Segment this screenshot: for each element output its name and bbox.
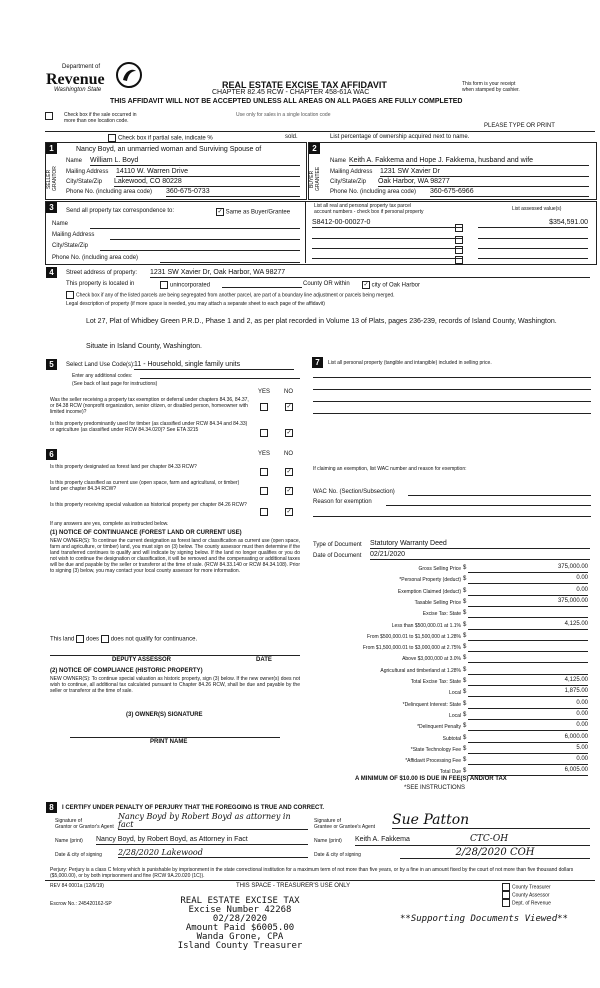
tax-row [313, 575, 593, 586]
tax-row-dollar: $ [463, 598, 467, 605]
stamp-line-6: Island County Treasurer [177, 941, 303, 951]
section-1-badge: 1 [46, 143, 57, 154]
see-back-note: (See back of last page for instructions) [72, 381, 158, 387]
tax-row-value[interactable] [468, 609, 588, 618]
s6-q1-yes[interactable] [260, 463, 270, 481]
does-checkbox[interactable] [76, 635, 84, 643]
tax-row-label: Taxable Selling Price [414, 599, 461, 606]
assessed-value[interactable]: $354,591.00 [478, 219, 588, 228]
grantee-sig-label-2: Grantee or Grantee's Agent [314, 824, 375, 830]
seller-mailing-label: Mailing Address [66, 169, 109, 175]
section-6-badge: 6 [46, 449, 57, 460]
certify-statement: I CERTIFY UNDER PENALTY OF PERJURY THAT THE FOREGOING IS TRUE AND CORRECT. [62, 805, 325, 811]
if-yes-note: If any answers are yes, complete as instructed below. [50, 521, 169, 527]
ownership-pct-note: List percentage of ownership acquired next to name. [330, 134, 470, 140]
corr-phone-label: Phone No. (including area code) [52, 255, 139, 261]
tax-row-label: Exemption Claimed (deduct) [397, 588, 461, 595]
stamp-line-1: REAL ESTATE EXCISE TAX [180, 896, 300, 906]
dept-line: Department of [62, 64, 101, 70]
s6-q2-no[interactable]: ✓ [286, 487, 292, 494]
tax-row-label: From $500,000.01 to $1,500,000 at 1.28% [367, 633, 461, 640]
tax-row-value[interactable]: 0.00 [468, 575, 588, 584]
form-chapter: CHAPTER 82.45 RCW - CHAPTER 458-61A WAC [212, 89, 370, 96]
corr-mailing-label: Mailing Address [52, 232, 95, 238]
tax-row [313, 621, 593, 632]
tax-row-label: Less than $500,000.01 at 1.1% [391, 622, 461, 629]
stamp-line-5: Wanda Grone, CPA [196, 932, 284, 942]
tax-row-dollar: $ [463, 757, 467, 764]
copy-dept-revenue: Dept. of Revenue [502, 899, 551, 907]
notice-1-body: NEW OWNER(S): To continue the current designation as forest land or classification as current use (open space, farm and agriculture, or timber) land, you must sign on (3) below. The county assessor must then determine if the land transferred continues to qualify and will indicate by signing below. If the land no longer qualifies or you do not wish to continue the designation or classification, it will be removed and the compensating or additional taxes will be due and payable by the seller or transferor at the time of sale. (RCW 84.33.140 or RCW 84.34.108). Prior to signing (3) below, you may contact your local county assessor for more information. [50, 538, 300, 574]
section-4-badge: 4 [46, 267, 57, 278]
tax-row-value[interactable] [468, 643, 588, 652]
escrow-number: Escrow No.: 245420162-SP [50, 901, 112, 907]
grantee-date-city[interactable]: 2/28/2020 COH [400, 847, 590, 859]
wac-label: WAC No. (Section/Subsection) [313, 489, 395, 495]
street-address[interactable]: 1231 SW Xavier Dr, Oak Harbor, WA 98277 [150, 269, 590, 278]
please-type: PLEASE TYPE OR PRINT [484, 123, 555, 129]
copy-county-assessor: County Assessor [502, 891, 550, 899]
tax-row-dollar: $ [463, 632, 467, 639]
s5-question-2: Is this property predominantly used for timber (as classified under RCW 84.34 and 84.33) or agriculture (as classified under RCW 84.34.020)? See ETA 3215 [50, 421, 248, 433]
tax-row-dollar: $ [463, 689, 467, 696]
does-not-label: does not qualify for continuance. [110, 636, 198, 643]
treasurer-only: THIS SPACE - TREASURER'S USE ONLY [236, 883, 351, 889]
tax-row-dollar: $ [463, 610, 467, 617]
buyer-phone[interactable]: 360-675-6966 [430, 188, 589, 197]
send-correspondence-label: Send all property tax correspondence to: [66, 208, 175, 214]
grantee-name-print-hand: CTC-OH [470, 834, 509, 844]
grantor-date-label: Date & city of signing [55, 852, 102, 858]
does-not-checkbox[interactable] [101, 635, 109, 643]
dor-logo [46, 62, 146, 92]
tax-row-value[interactable]: 6,000.00 [468, 734, 588, 743]
tax-row-dollar: $ [463, 655, 467, 662]
tax-row-dollar: $ [463, 723, 467, 730]
grantee-date-label: Date & city of signing [314, 852, 361, 858]
s6-no-header: NO [284, 451, 293, 457]
tax-row-dollar: $ [463, 734, 467, 741]
tax-row-value[interactable]: 0.00 [468, 700, 588, 709]
tax-row-label: *Personal Property (deduct) [399, 577, 461, 584]
tax-row-dollar: $ [463, 621, 467, 628]
situate-text: Situate in Island County, Washington. [86, 343, 202, 350]
one-location-label-1: Check box if the sale occurred in [64, 112, 137, 118]
tax-row-label: *Delinquent Penalty [417, 724, 461, 731]
dept-state: Washington State [54, 87, 102, 93]
seller-phone-label: Phone No. (including area code) [66, 189, 153, 195]
seller-city-label: City/State/Zip [66, 179, 103, 185]
tax-row [313, 745, 593, 756]
print-name-label: PRINT NAME [150, 739, 188, 745]
tax-row-label: Total Excise Tax: State [410, 679, 461, 685]
stamp-line-2: Excise Number 42268 [188, 905, 292, 915]
tax-row-label: Gross Selling Price [418, 566, 461, 572]
tax-row-label: *Delinquent Interest: State [402, 701, 461, 708]
tax-row-value[interactable] [468, 666, 588, 675]
city-of-checkbox[interactable]: ✓ city of Oak Harbor [363, 282, 421, 289]
s6-question-3: Is this property receiving special valuation as historical property per chapter 84.26 RCW? [50, 502, 247, 508]
buyer-name[interactable]: Keith A. Fakkema and Hope J. Fakkema, husband and wife [349, 157, 589, 166]
tax-row-value[interactable]: 0.00 [468, 756, 588, 765]
land-use-label: Select Land Use Code(s): [66, 362, 135, 368]
section-8-badge: 8 [46, 802, 57, 813]
same-as-buyer-label: Same as Buyer/Grantee [225, 209, 291, 216]
grantor-signature[interactable]: Nancy Boyd by Robert Boyd as attorney in fact [118, 813, 308, 830]
tax-row [313, 711, 593, 722]
seller-name[interactable]: William L. Boyd [90, 157, 300, 166]
tax-row-dollar: $ [463, 745, 467, 752]
tax-row-label: Local [449, 690, 461, 697]
perjury-notice: Perjury: Perjury is a class C felony which is punishable by imprisonment in the state correctional institution for a maximum term of not more than five years, or by a fine in an amount fixed by the court of not more than five thousand dollars ($5,000.00), or by both imprisonment and fine (RCW 9A.20.020 (1C)). [50, 867, 574, 879]
doc-date[interactable]: 02/21/2020 [370, 551, 590, 560]
tax-row-value[interactable]: 375,000.00 [468, 598, 588, 607]
buyer-mailing[interactable]: 1231 SW Xavier Dr [380, 168, 589, 177]
land-does-label: This land [50, 636, 75, 643]
grantee-sig-label-1: Signature of [314, 818, 341, 824]
tax-row [313, 564, 593, 575]
doc-type[interactable]: Statutory Warranty Deed [370, 540, 590, 549]
s5-question-1: Was the seller receiving a property tax exemption or deferral under chapters 84.36, 84.37, or 84.38 RCW (nonprofit organization, senior citizen, or disabled person, homeowner with limited income)? [50, 397, 249, 415]
section-3-badge: 3 [46, 202, 57, 213]
tax-row [313, 587, 593, 598]
buyer-side-label: BUYER GRANTEE [309, 166, 321, 192]
corr-name-label: Name [52, 221, 69, 227]
single-unit-note: Use only for sales in a single location code [236, 112, 331, 118]
seller-city[interactable]: Lakewood, CO 80228 [114, 178, 300, 187]
notice-1-heading: (1) NOTICE OF CONTINUANCE (FOREST LAND OR CURRENT USE) [50, 530, 242, 536]
section-2-badge: 2 [309, 143, 320, 154]
deputy-date-label: DATE [256, 657, 272, 663]
receipt-note-1: This form is your receipt [462, 81, 516, 87]
legal-desc-label: Legal description of property (if more space is needed, you may attach a separate sheet to each page of the affidavit) [66, 301, 325, 307]
buyer-phone-label: Phone No. (including area code) [330, 189, 417, 195]
located-in-label: This property is located in [66, 281, 135, 287]
one-location-label-2: more than one location code. [64, 118, 129, 124]
s5-yes-header: YES [258, 389, 271, 395]
tax-row-value[interactable]: 0.00 [468, 722, 588, 731]
seller-mailing[interactable]: 14110 W. Warren Drive [116, 168, 300, 177]
tax-row-value[interactable]: 5.00 [468, 745, 588, 754]
tax-row [313, 666, 593, 677]
grantor-sig-label-1: Signature of [55, 818, 82, 824]
section-5-badge: 5 [46, 359, 57, 370]
segregated-checkbox[interactable] [66, 291, 586, 299]
land-qualify-text [50, 635, 197, 644]
tax-row [313, 734, 593, 745]
additional-codes-label: Enter any additional codes: [72, 373, 133, 379]
parcel-head-1: List all real and personal property tax parcel [314, 203, 411, 209]
personal-prop-label: List all personal property (tangible and intangible) included in selling price. [328, 360, 492, 366]
stamp-line-3: 02/28/2020 [212, 914, 268, 924]
tax-row-label: Subtotal [442, 735, 461, 742]
owner-signature-label: (3) OWNER(S) SIGNATURE [126, 712, 203, 718]
grantor-name-print[interactable]: Nancy Boyd, by Robert Boyd, as Attorney in Fact [96, 836, 308, 845]
dept-name: Revenue [46, 71, 105, 88]
rev-number: REV 84 0001a (12/6/19) [50, 883, 104, 889]
wa-logo-icon [116, 62, 142, 88]
tax-row-value[interactable] [468, 632, 588, 641]
same-as-buyer-checkbox[interactable]: ✓ Same as Buyer/Grantee [217, 209, 291, 216]
grantor-name-print-label: Name (print) [55, 838, 83, 844]
does-label: does [86, 636, 100, 643]
seller-name-line1: Nancy Boyd, an unmarried woman and Surviving Spouse of [76, 146, 262, 153]
tax-row [313, 756, 593, 767]
street-label: Street address of property: [66, 270, 138, 276]
tax-row [313, 722, 593, 733]
grantee-signature[interactable]: Sue Patton [392, 812, 590, 829]
tax-row-value[interactable]: 0.00 [468, 711, 588, 720]
personal-prop-checkbox-4[interactable] [455, 251, 465, 269]
tax-row-dollar: $ [463, 644, 467, 651]
tax-row-value[interactable]: 0.00 [468, 587, 588, 596]
partial-sale-label: Check box if partial sale, indicate % [118, 135, 213, 142]
parcel-head-2: account numbers - check box if personal property [314, 209, 424, 215]
buyer-mailing-label: Mailing Address [330, 169, 373, 175]
warning-banner: THIS AFFIDAVIT WILL NOT BE ACCEPTED UNLESS ALL AREAS ON ALL PAGES ARE FULLY COMPLETED [110, 98, 463, 105]
corr-city-label: City/State/Zip [52, 243, 89, 249]
s5-q2-no[interactable]: ✓ [286, 429, 292, 436]
county-or-label: County OR within [303, 281, 350, 287]
tax-row-value[interactable]: 1,875.00 [468, 688, 588, 697]
s6-q3-yes[interactable] [260, 503, 270, 521]
tax-row [313, 688, 593, 699]
s6-question-2: Is this property classified as current use (open space, farm and agricultural, or timber) land per chapter 84.34 RCW? [50, 480, 240, 492]
tax-row-value[interactable]: 375,000.00 [468, 564, 588, 573]
s6-q1-no[interactable]: ✓ [286, 468, 292, 475]
unincorporated-checkbox[interactable] [160, 281, 210, 290]
unincorporated-label: unincorporated [170, 282, 211, 289]
tax-row [313, 643, 593, 654]
tax-row-dollar: $ [463, 678, 467, 684]
tax-row-label: *Affidavit Processing Fee [405, 758, 461, 765]
tax-row-value[interactable] [468, 654, 588, 663]
tax-row-dollar: $ [463, 666, 467, 673]
s6-question-1: Is this property designated as forest land per chapter 84.33 RCW? [50, 464, 197, 470]
s5-q2-yes[interactable] [260, 424, 270, 442]
tax-row [313, 598, 593, 609]
reason-label: Reason for exemption [313, 499, 372, 505]
one-location-checkbox[interactable] [45, 112, 55, 120]
s6-yes-header: YES [258, 451, 271, 457]
parcel-number[interactable]: S8412-00-00027-0 [312, 219, 462, 228]
tax-row-value[interactable]: 4,125.00 [468, 621, 588, 630]
tax-row-label: From $1,500,000.01 to $3,000,000 at 2.75% [362, 645, 461, 652]
tax-row-label: Local [449, 712, 461, 719]
tax-row-value[interactable]: 6,005.00 [468, 767, 588, 776]
tax-row [313, 632, 593, 643]
buyer-city-label: City/State/Zip [330, 179, 367, 185]
tax-row [313, 700, 593, 711]
city-of-label: city of Oak Harbor [371, 282, 421, 289]
grantor-date-city[interactable]: 2/28/2020 Lakewood [118, 848, 308, 858]
deputy-assessor-label: DEPUTY ASSESSOR [112, 657, 172, 663]
buyer-name-label: Name [330, 158, 347, 164]
tax-row-label: *State Technology Fee [410, 746, 461, 753]
tax-row-dollar: $ [463, 576, 467, 583]
tax-row [313, 677, 593, 688]
seller-phone[interactable]: 360-675-0733 [166, 188, 300, 197]
tax-row-label: Total Due [439, 769, 461, 776]
doc-date-label: Date of Document [313, 553, 362, 559]
treasurer-stamp [140, 897, 340, 951]
s5-no-header: NO [284, 389, 293, 395]
legal-description[interactable]: Lot 27, Plat of Whidbey Green P.R.D., Phase 1 and 2, as per plat recorded in Volume 13 of Plats, pages 236-239, records of Island County, Washington. [86, 318, 557, 325]
notice-2-body: NEW OWNER(S): To continue special valuation as historic property, sign (3) below. If the new owner(s) does not wish to continue, all additional tax calculated pursuant to Chapter 84.26 RCW, shall be due and payable by the seller or transferor at the time of sale. [50, 676, 300, 694]
buyer-city[interactable]: Oak Harbor, WA 98277 [378, 178, 589, 187]
form-title: REAL ESTATE EXCISE TAX AFFIDAVIT [222, 80, 387, 90]
tax-row [313, 609, 593, 620]
tax-row-value[interactable]: 4,125.00 [468, 677, 588, 686]
grantee-name-print[interactable]: Keith A. Fakkema [355, 836, 410, 843]
see-instructions-note: *SEE INSTRUCTIONS [404, 785, 466, 791]
tax-row-dollar: $ [463, 768, 467, 775]
assessed-head: List assessed value(s) [512, 206, 562, 212]
land-use-value[interactable]: 11 - Household, single family units [134, 361, 294, 370]
tax-row-dollar: $ [463, 700, 467, 707]
section-7-badge: 7 [312, 357, 323, 368]
tax-row-dollar: $ [463, 565, 467, 571]
seller-name-label: Name [66, 158, 83, 164]
exemption-claim-label: If claiming an exemption, list WAC number and reason for exemption: [313, 466, 467, 472]
notice-2-heading: (2) NOTICE OF COMPLIANCE (HISTORIC PROPERTY) [50, 668, 203, 674]
sold-label: sold. [285, 134, 298, 140]
segregated-label: Check box if any of the listed parcels are being segregated from another parcel, are part of a boundary line adjustment or parcels being merged. [76, 292, 395, 299]
tax-row-label: Above $3,000,000 at 3.0% [402, 656, 461, 663]
s5-q1-yes[interactable] [260, 398, 270, 416]
minimum-fee-note: A MINIMUM OF $10.00 IS DUE IN FEE(S) AND/OR TAX [355, 776, 507, 782]
seller-side-label: SELLER GRANTOR [46, 166, 58, 192]
s5-q1-no[interactable]: ✓ [286, 403, 292, 410]
copy-county-treasurer: County Treasurer [502, 883, 551, 891]
tax-row-label: Excise Tax: State [422, 611, 461, 618]
tax-row-label: Agricultural and timberland at 1.28% [380, 667, 461, 674]
tax-row-dollar: $ [463, 711, 467, 718]
s6-q2-yes[interactable] [260, 482, 270, 500]
s6-q3-no[interactable]: ✓ [286, 508, 292, 515]
doc-type-label: Type of Document [313, 542, 362, 548]
supporting-docs-stamp: **Supporting Documents Viewed** [400, 914, 568, 924]
stamp-line-4: Amount Paid $6005.00 [185, 923, 295, 933]
tax-row-dollar: $ [463, 587, 467, 594]
receipt-note-2: when stamped by cashier. [462, 87, 520, 93]
grantee-name-print-label: Name (print) [314, 838, 342, 844]
grantor-sig-label-2: Grantor or Grantor's Agent [55, 824, 114, 830]
tax-row [313, 654, 593, 665]
